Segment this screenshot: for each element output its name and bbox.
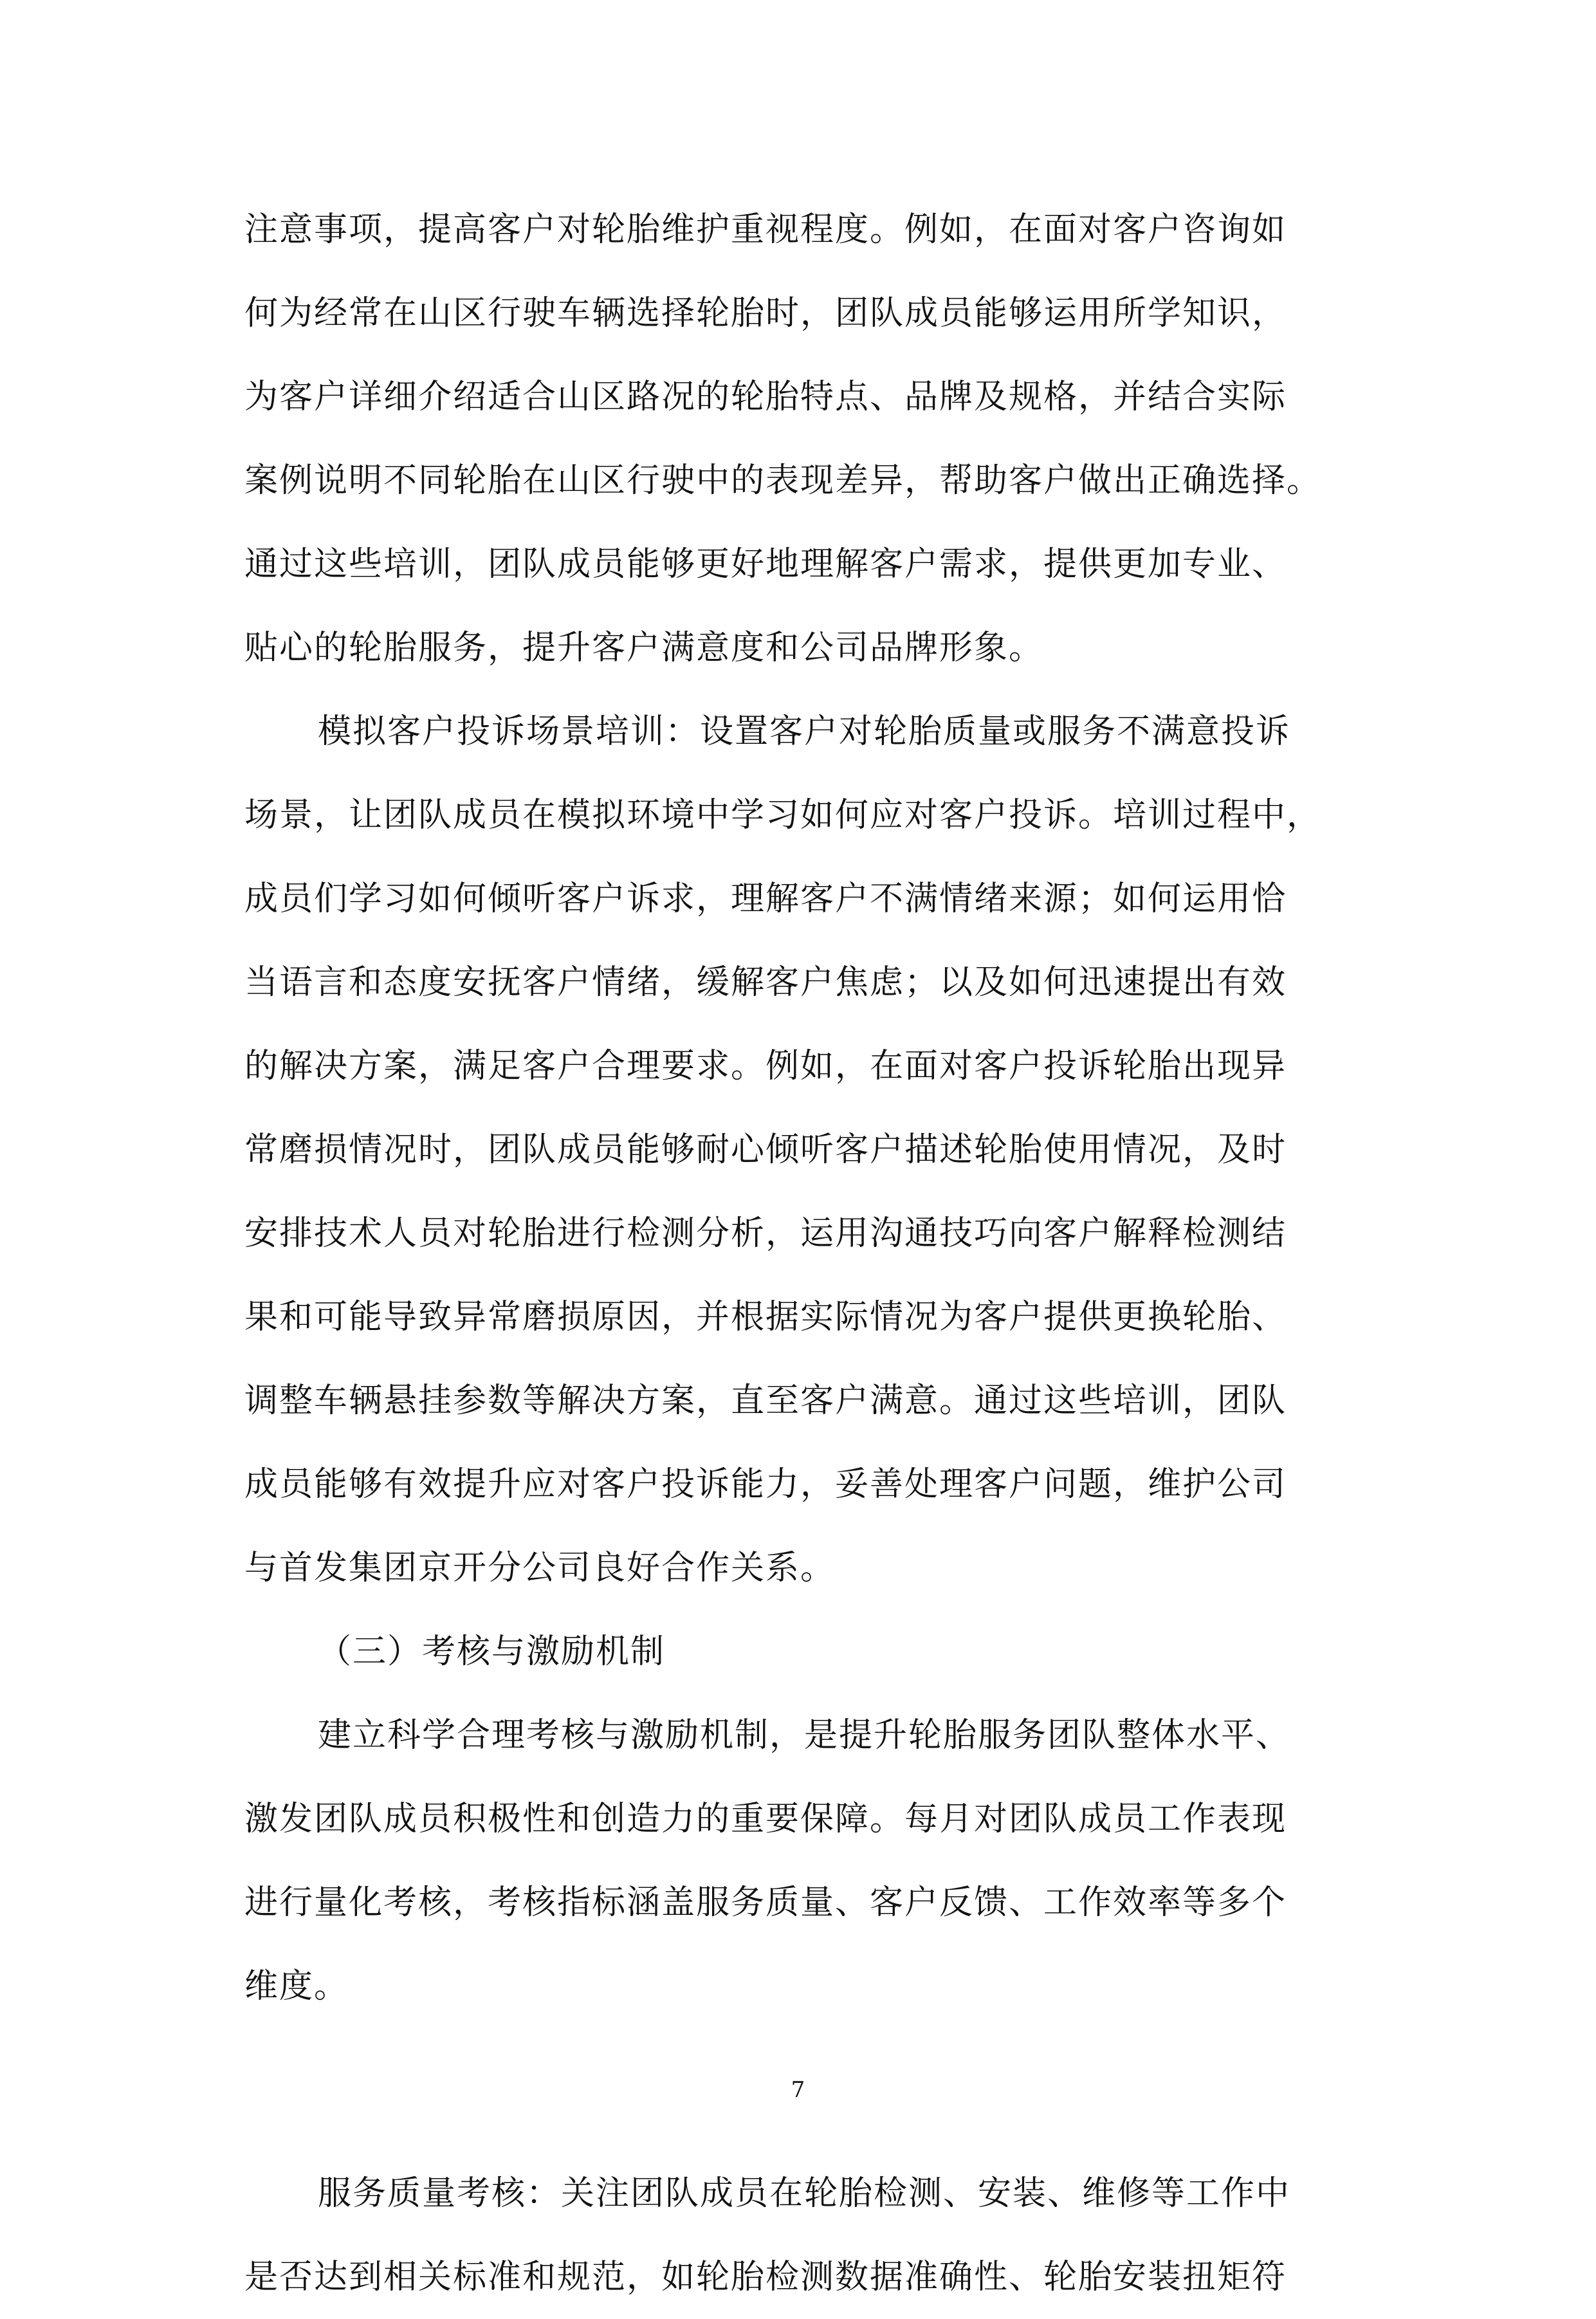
text-line: 何为经常在山区行驶车辆选择轮胎时，团队成员能够运用所学知识， <box>244 294 1287 333</box>
text-line: 调整车辆悬挂参数等解决方案，直至客户满意。通过这些培训，团队 <box>244 1381 1287 1420</box>
paragraph-tire-maintenance-training <box>244 188 1364 690</box>
text-line: 成员能够有效提升应对客户投诉能力，妥善处理客户问题，维护公司 <box>244 1465 1287 1504</box>
text-line: 建立科学合理考核与激励机制，是提升轮胎服务团队整体水平、 <box>318 1716 1291 1755</box>
text-line: 为客户详细介绍适合山区路况的轮胎特点、品牌及规格，并结合实际 <box>244 378 1287 416</box>
section-heading: （三）考核与激励机制 <box>318 1632 666 1671</box>
text-line: 当语言和态度安抚客户情绪，缓解客户焦虑；以及如何迅速提出有效 <box>244 963 1287 1002</box>
text-line: 安排技术人员对轮胎进行检测分析，运用沟通技巧向客户解释检测结 <box>244 1214 1287 1253</box>
text-line: 成员们学习如何倾听客户诉求，理解客户不满情绪来源；如何运用恰 <box>244 880 1287 918</box>
text-line: 进行量化考核，考核指标涵盖服务质量、客户反馈、工作效率等多个 <box>244 1883 1287 1922</box>
page-number: 7 <box>791 2077 805 2103</box>
paragraph-assessment-mechanism <box>244 1694 1364 2028</box>
text-line: 通过这些培训，团队成员能够更好地理解客户需求，提供更加专业、 <box>244 545 1287 584</box>
text-line: 注意事项，提高客户对轮胎维护重视程度。例如，在面对客户咨询如 <box>244 210 1287 249</box>
text-line: 是否达到相关标准和规范，如轮胎检测数据准确性、轮胎安装扭矩符 <box>244 2258 1287 2296</box>
text-line: 场景，让团队成员在模拟环境中学习如何应对客户投诉。培训过程中， <box>244 796 1322 835</box>
text-line: 与首发集团京开分公司良好合作关系。 <box>244 1549 836 1587</box>
text-line: 服务质量考核：关注团队成员在轮胎检测、安装、维修等工作中 <box>318 2174 1291 2213</box>
text-line: 模拟客户投诉场景培训：设置客户对轮胎质量或服务不满意投诉 <box>318 712 1291 751</box>
text-line: 果和可能导致异常磨损原因，并根据实际情况为客户提供更换轮胎、 <box>244 1298 1287 1336</box>
text-line: 的解决方案，满足客户合理要求。例如，在面对客户投诉轮胎出现异 <box>244 1047 1287 1086</box>
paragraph-complaint-simulation-training <box>244 690 1364 1610</box>
document-body <box>244 188 1364 2319</box>
text-line: 维度。 <box>244 1967 349 2006</box>
text-line: 激发团队成员积极性和创造力的重要保障。每月对团队成员工作表现 <box>244 1800 1287 1838</box>
text-line: 案例说明不同轮胎在山区行驶中的表现差异，帮助客户做出正确选择。 <box>244 461 1322 500</box>
text-line: 常磨损情况时，团队成员能够耐心倾听客户描述轮胎使用情况，及时 <box>244 1131 1287 1169</box>
text-line: 贴心的轮胎服务，提升客户满意度和公司品牌形象。 <box>244 629 1044 667</box>
paragraph-service-quality-assessment <box>244 2152 1364 2319</box>
